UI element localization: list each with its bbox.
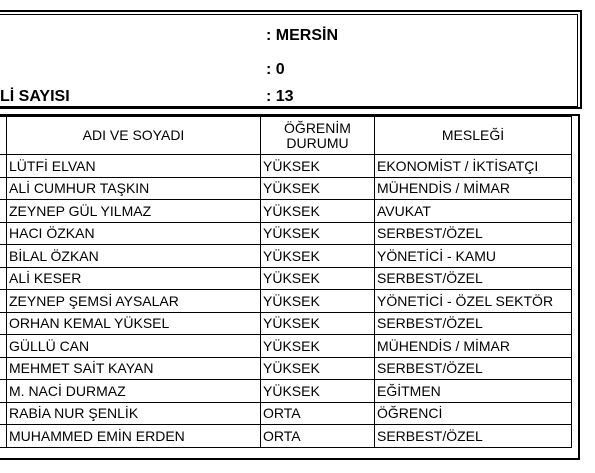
name-column-header: ADI VE SOYADI <box>7 117 261 155</box>
name-cell: MEHMET SAİT KAYAN <box>7 357 261 380</box>
profession-cell: SERBEST/ÖZEL <box>375 312 572 335</box>
member-count-value: : 13 <box>266 88 294 105</box>
table-row <box>0 425 572 448</box>
name-cell: ALİ KESER <box>7 267 261 290</box>
table-row <box>0 402 572 425</box>
table-row <box>0 267 572 290</box>
profession-cell: SERBEST/ÖZEL <box>375 267 572 290</box>
table-row <box>0 177 572 200</box>
name-cell: MUHAMMED EMİN ERDEN <box>7 425 261 448</box>
education-cell: YÜKSEK <box>261 177 375 200</box>
table-row <box>0 357 572 380</box>
table-header-row <box>0 117 572 155</box>
education-cell: YÜKSEK <box>261 155 375 178</box>
profession-cell: MÜHENDİS / MİMAR <box>375 177 572 200</box>
name-cell: M. NACİ DURMAZ <box>7 380 261 403</box>
education-cell: YÜKSEK <box>261 357 375 380</box>
table-row <box>0 155 572 178</box>
table-row <box>0 335 572 358</box>
education-cell: YÜKSEK <box>261 200 375 223</box>
zero-value: : 0 <box>266 61 285 78</box>
education-header-text: ÖĞRENİM DURUMU <box>284 119 351 151</box>
education-cell: ORTA <box>261 425 375 448</box>
name-cell: BİLAL ÖZKAN <box>7 245 261 268</box>
name-cell: ALİ CUMHUR TAŞKIN <box>7 177 261 200</box>
education-cell: YÜKSEK <box>261 335 375 358</box>
profession-cell: SERBEST/ÖZEL <box>375 357 572 380</box>
profession-cell: MÜHENDİS / MİMAR <box>375 335 572 358</box>
table-row <box>0 312 572 335</box>
education-cell: YÜKSEK <box>261 312 375 335</box>
name-cell: HACI ÖZKAN <box>7 222 261 245</box>
profession-cell: ÖĞRENCİ <box>375 402 572 425</box>
education-cell: YÜKSEK <box>261 380 375 403</box>
name-cell: ZEYNEP ŞEMSİ AYSALAR <box>7 290 261 313</box>
name-cell: ORHAN KEMAL YÜKSEL <box>7 312 261 335</box>
profession-column-header: MESLEĞİ <box>375 117 572 155</box>
education-cell: YÜKSEK <box>261 290 375 313</box>
table-row <box>0 290 572 313</box>
table-row <box>0 245 572 268</box>
member-count-label: Lİ SAYISI <box>0 88 70 105</box>
members-table <box>0 116 572 448</box>
education-cell: ORTA <box>261 402 375 425</box>
education-cell: YÜKSEK <box>261 222 375 245</box>
profession-cell: AVUKAT <box>375 200 572 223</box>
education-cell: YÜKSEK <box>261 245 375 268</box>
education-column-header <box>261 117 375 155</box>
profession-cell: EĞİTMEN <box>375 380 572 403</box>
table-row <box>0 200 572 223</box>
profession-cell: SERBEST/ÖZEL <box>375 425 572 448</box>
table-row <box>0 222 572 245</box>
city-value: : MERSİN <box>266 27 338 44</box>
name-cell: ZEYNEP GÜL YILMAZ <box>7 200 261 223</box>
profession-cell: YÖNETİCİ - ÖZEL SEKTÖR <box>375 290 572 313</box>
education-cell: YÜKSEK <box>261 267 375 290</box>
name-cell: RABİA NUR ŞENLİK <box>7 402 261 425</box>
name-cell: GÜLLÜ CAN <box>7 335 261 358</box>
table-row <box>0 380 572 403</box>
name-cell: LÜTFİ ELVAN <box>7 155 261 178</box>
profession-cell: SERBEST/ÖZEL <box>375 222 572 245</box>
profession-cell: EKONOMİST / İKTİSATÇI <box>375 155 572 178</box>
profession-cell: YÖNETİCİ - KAMU <box>375 245 572 268</box>
